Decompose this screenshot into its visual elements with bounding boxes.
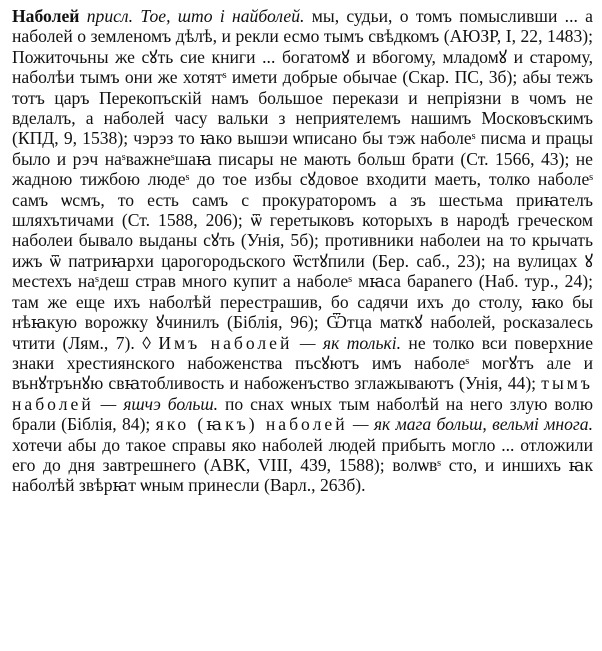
sense4-phrase: яко (ꙗкъ) наболей	[155, 414, 348, 435]
sense4-gloss: — як мага больш, вельмі многа.	[352, 414, 593, 435]
sense3-phrase: тымъ наболей	[12, 373, 593, 414]
sense2-citations: не толко вси поверхние знаки хрестиянского набоженства пъсꙋютъ имъ наболеˢ могꙋтъ але и вънꙋтрънꙋю свꙗтобливость и набоженъство зглажываютъ (Унія, 44);	[12, 332, 594, 394]
entry-meaning: Тое, што і найболей.	[140, 6, 305, 26]
sense2-gloss: — як толькі.	[299, 332, 401, 353]
sense3-citations: по снах ѡных тым наболѣй на него злую волю брали (Біблія, 84);	[12, 393, 594, 435]
headword: Наболей	[12, 6, 80, 26]
grammar-label: присл.	[86, 6, 134, 26]
sense-separator-icon: ◊	[142, 332, 151, 353]
sense1-citations: мы, судьи, о томъ помысливши ... а наболей о земленомъ дѣлѣ, и рекли есмо тымъ свѣдкомъ (АЮЗР, I, 22, 1483); Пожиточьны же сꙋть сие книги ... богатомꙋ и вбогому, младомꙋ и старому, наболѣи тымъ они же хотятˢ имети добрые обычае (Скар. ПС, 3б); абы тежъ тотъ царъ Перекопъскій намъ большое перекази и непріязни в чомъ не вделалъ, а наболей часу вальки з неприятелемъ нашимъ Московъскимъ (КПД, 9, 1538); чэрэз то ꙗко вышэи ѡписано бы тэж наболеˢ писма и працы было и рэч наˢважнеˢшаꙗ писары не мають больш брати (Ст. 1566, 43); не жадною тижбою людеˢ до тое избы сꙋдовое входити маеть, толко наболеˢ самъ ѡсмъ, то есть самъ с прокураторомъ а зъ шестьма приꙗтелъ шляхътичами (Ст. 1588, 206); ѿ геретыковъ которыхъ в народѣ греческом наболеи бывало выданы сꙋть (Унія, 5б); противники наболеи на то крычать ижъ ѿ патриꙗрхи царогородьского ѿстꙋпили (Бер. саб., 23); на вулицах ꙋ местехъ наˢдеш страв много купит а наболеˢ мꙗса бараnего (Наб. тур., 24); там же еще ихъ наболѣй перестрашив, бо садячи ихъ до столу, ꙗко бы нѣꙗкую ворожку ꙋчинилъ (Біблія, 96); Ѿтца маткꙋ наболей, росказалесь чтити (Лям., 7).	[12, 6, 593, 353]
sense3-gloss: — яшчэ больш.	[100, 393, 219, 414]
sense4-citations: хотечи абы до такое справы яко наболей людей прибыть могло ... отложили его до дня завтрешнего (АВК, VIII, 439, 1588); волѡвˢ сто, и иншихъ ꙗк наболѣй звѣрꙗт ѡным принесли (Варл., 263б).	[12, 434, 593, 496]
sense2-phrase: Имъ наболей	[158, 332, 293, 353]
